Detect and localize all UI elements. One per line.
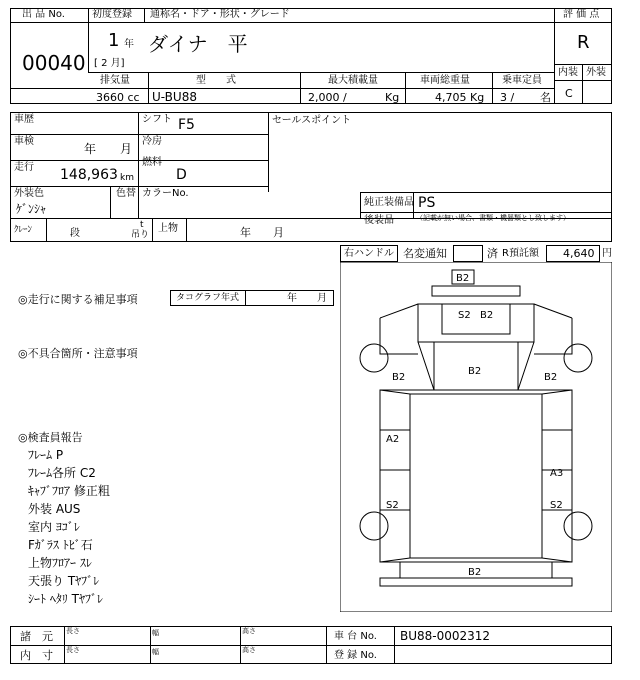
steering-value: 右ハンドル	[344, 248, 394, 259]
inspection-label: 車検	[14, 136, 34, 147]
driving-notes-label: ◎走行に関する補足事項	[18, 293, 138, 306]
crane-tonnage-unit: t	[140, 220, 144, 230]
inspection-value: 年 月	[84, 142, 133, 156]
mark-right-a3: A3	[550, 468, 564, 479]
length-label: 長さ	[66, 627, 80, 635]
side-gate-lines	[380, 430, 572, 510]
model-label: 型 式	[196, 75, 236, 86]
upper-body-value: 年 月	[240, 226, 284, 239]
cargo-bed	[380, 390, 572, 562]
rear-bumper	[380, 578, 572, 586]
max-load-value: 2,000 /	[308, 91, 347, 104]
color-change-label: 色替	[116, 188, 136, 199]
first-registration-label: 初度登録	[92, 9, 132, 20]
gross-weight-value: 4,705 Kg	[435, 91, 485, 104]
history-label: 車歴	[14, 114, 34, 125]
mark-right-s2: S2	[550, 500, 563, 511]
report-line: ｷｬﾌﾞﾌﾛｱ 修正粗	[28, 484, 110, 498]
report-line: ﾌﾚｰﾑ各所 C2	[28, 466, 96, 480]
rear-right-wheel	[564, 512, 592, 540]
exterior-color-label: 外装色	[14, 188, 44, 199]
windshield	[442, 304, 510, 334]
yen-unit: 円	[602, 248, 612, 259]
displacement-label: 排気量	[100, 75, 130, 86]
defects-label: ◎不具合箇所・注意事項	[18, 347, 138, 360]
mark-top: B2	[456, 273, 470, 284]
crane-stage: 段	[70, 228, 80, 239]
genuine-equipment-value: PS	[418, 195, 436, 211]
bed-floor	[410, 394, 542, 558]
cab-side-lines	[380, 304, 572, 318]
height-label-2: 高さ	[242, 646, 256, 654]
fuel-label: 燃料	[142, 157, 162, 168]
lot-number-label: 出 品 No.	[22, 9, 65, 20]
recycle-deposit-label: R預託額	[502, 248, 539, 259]
front-left-wheel	[360, 344, 388, 372]
grade-score: R	[577, 32, 590, 53]
report-line: 上物ﾌﾛｱｰ ｽﾚ	[28, 556, 92, 570]
tachograph-label: タコグラフ年式	[176, 293, 240, 303]
exterior-label: 外装	[586, 67, 606, 78]
report-line: ｼｰﾄ ﾍﾀﾘ Tﾔﾌﾞﾚ	[28, 592, 103, 606]
first-registration-month: [ 2 月]	[94, 58, 125, 69]
width-label-2: 幅	[152, 648, 159, 656]
genuine-equipment-label: 純正装備品	[364, 197, 414, 208]
max-load-label: 最大積載量	[328, 75, 378, 86]
registration-no-label: 登 録 No.	[334, 650, 377, 661]
bed-corners	[380, 390, 572, 562]
rear-left-wheel	[360, 512, 388, 540]
mileage-unit: km	[120, 173, 134, 183]
width-label: 幅	[152, 629, 159, 637]
tachograph-value: 年 月	[287, 293, 327, 304]
inner-size-row-label: 内 寸	[20, 649, 53, 662]
length-label-2: 長さ	[66, 646, 80, 654]
mark-left-b2: B2	[392, 372, 406, 383]
sales-point-label: セールスポイント	[272, 115, 352, 126]
color-code-label: カラーNo.	[142, 188, 189, 199]
crane-hoist: 吊り	[131, 230, 150, 240]
interior-label: 内装	[558, 67, 578, 78]
height-label: 高さ	[242, 627, 256, 635]
car-name: ダイナ 平	[148, 32, 248, 56]
report-line: 外装 AUS	[28, 502, 81, 516]
interior-score: C	[565, 87, 573, 100]
inspector-report-lines	[28, 446, 110, 608]
recycle-deposit-value: 4,640	[563, 247, 595, 260]
year-unit: 年	[124, 39, 134, 50]
cab-doors	[380, 318, 572, 354]
displacement-value: 3660 cc	[96, 91, 140, 104]
ac-label: 冷房	[142, 136, 162, 147]
aftermarket-label: 後装品	[364, 215, 394, 226]
mark-right-b2: B2	[544, 372, 558, 383]
mark-left-a2: A2	[386, 434, 400, 445]
capacity-unit: 名	[540, 91, 551, 104]
exterior-color-value: ｹﾞﾝｼｬ	[16, 202, 47, 216]
model-value: U-BU88	[152, 90, 197, 104]
name-change-label: 名変通知	[403, 247, 447, 260]
name-change-box	[453, 245, 483, 262]
first-registration-year: 1	[108, 30, 120, 51]
grade-label: 評 価 点	[563, 9, 600, 20]
cab-outline	[418, 304, 534, 342]
mark-cab-b2: B2	[480, 310, 494, 321]
crane-label: ｸﾚｰﾝ	[14, 225, 33, 235]
capacity-value: 3 /	[500, 91, 515, 104]
chassis-no-label: 車 台 No.	[334, 631, 377, 642]
lot-number: 00040	[22, 51, 86, 75]
report-line: ﾌﾚｰﾑ P	[28, 448, 64, 462]
specs-row-label: 諸 元	[20, 630, 53, 643]
diagram-frame	[340, 262, 612, 612]
max-load-unit: Kg	[385, 91, 400, 104]
fuel-value: D	[176, 167, 187, 183]
mileage-value: 148,963	[60, 167, 118, 183]
mark-bottom-b2: B2	[468, 567, 482, 578]
gross-weight-label: 車両総重量	[420, 75, 470, 86]
report-line: 室内 ﾖｺﾞﾚ	[28, 520, 80, 534]
capacity-label: 乗車定員	[502, 75, 542, 86]
mark-center-b2: B2	[468, 366, 482, 377]
completed-label: 済	[487, 247, 498, 260]
shift-value: F5	[178, 117, 195, 133]
inspector-report-label: ◎検査員報告	[18, 431, 83, 444]
shift-label: シフト	[142, 114, 172, 125]
front-right-wheel	[564, 344, 592, 372]
front-bumper	[432, 286, 520, 296]
aftermarket-note: （記載が無い場合、書類・機器類とし致します）	[416, 214, 570, 222]
upper-body-label: 上物	[158, 223, 178, 234]
report-line: 天張り Tﾔﾌﾞﾚ	[28, 574, 100, 588]
truck-condition-diagram	[340, 262, 612, 612]
vehicle-name-label: 通称名・ドア・形状・グレード	[150, 9, 290, 20]
chassis-no-value: BU88-0002312	[400, 629, 491, 643]
mark-left-s2: S2	[386, 500, 399, 511]
mileage-label: 走行	[14, 162, 34, 173]
report-line: Fｶﾞﾗｽ ﾄﾋﾞ石	[28, 538, 93, 552]
mark-cab-s2: S2	[458, 310, 471, 321]
